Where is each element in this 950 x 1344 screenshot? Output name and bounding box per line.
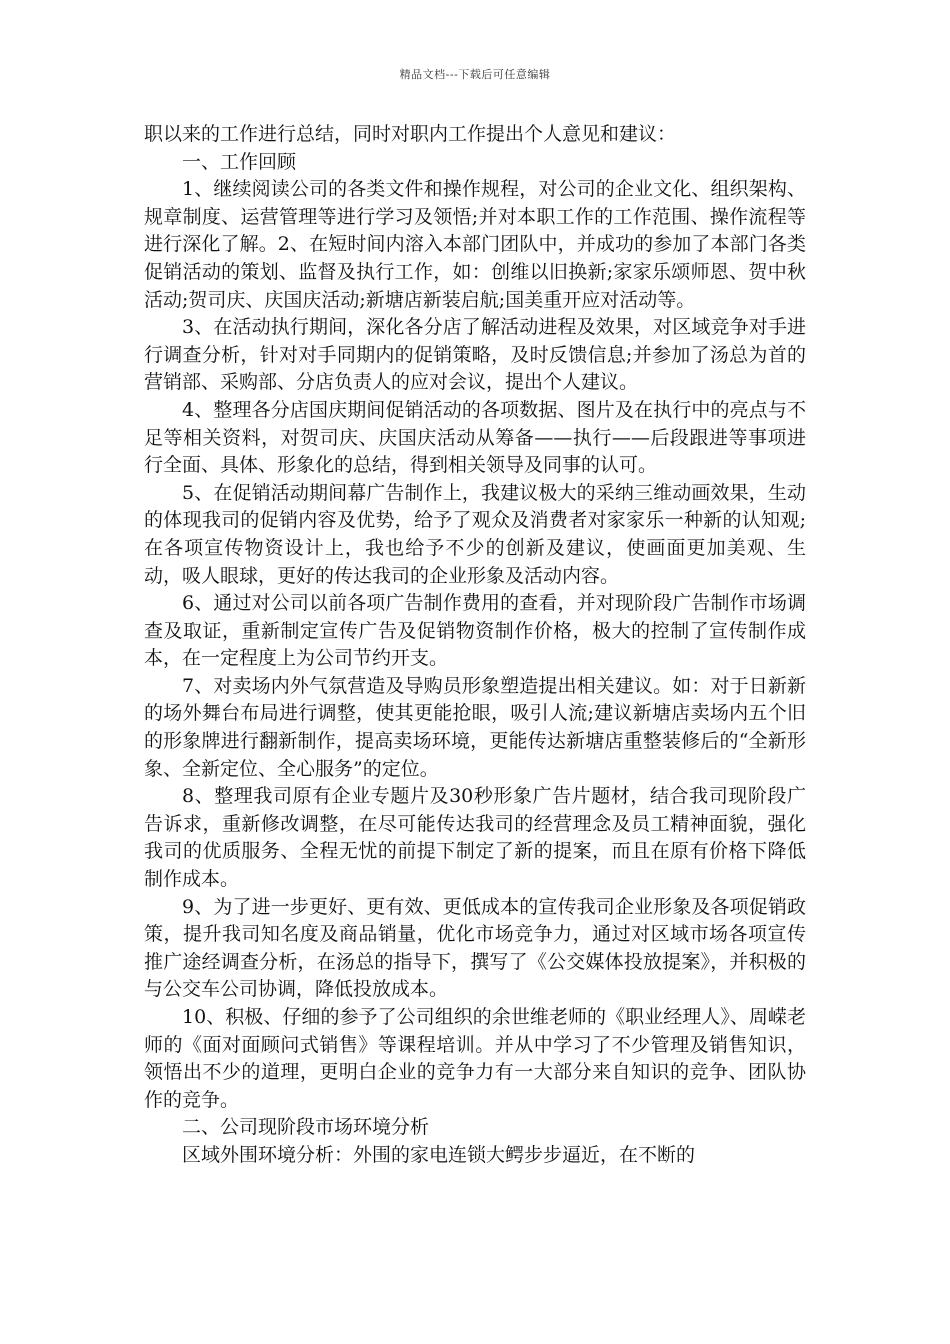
paragraph: 4、整理各分店国庆期间促销活动的各项数据、图片及在执行中的亮点与不足等相关资料，对贺司庆、庆国庆活动从筹备——执行——后段跟进等事项进行全面、具体、形象化的总结，得到相关领导及同事的认可。 xyxy=(144,398,806,477)
paragraph: 7、对卖场内外气氛营造及导购员形象塑造提出相关建议。如：对于日新新的场外舞台布局进行调整，使其更能抢眼，吸引人流;建议新塘店卖场内五个旧的形象牌进行翻新制作，提高卖场环境，更能传达新塘店重整装修后的“全新形象、全新定位、全心服务”的定位。 xyxy=(144,674,806,780)
paragraph: 8、整理我司原有企业专题片及30秒形象广告片题材，结合我司现阶段广告诉求，重新修改调整，在尽可能传达我司的经营理念及员工精神面貌，强化我司的优质服务、全程无忧的前提下制定了新的提案，而且在原有价格下降低制作成本。 xyxy=(144,785,806,891)
paragraph: 3、在活动执行期间，深化各分店了解活动进程及效果，对区域竞争对手进行调查分析，针对对手同期内的促销策略，及时反馈信息;并参加了汤总为首的营销部、采购部、分店负责人的应对会议，提出个人建议。 xyxy=(144,316,806,394)
section-heading: 二、公司现阶段市场环境分析 xyxy=(182,1116,430,1139)
paragraph: 5、在促销活动期间幕广告制作上，我建议极大的采纳三维动画效果，生动的体现我司的促销内容及优势，给予了观众及消费者对家家乐一种新的认知观;在各项宣传物资设计上，我也给予不少的创新及建议，使画面更加美观、生动，吸人眼球，更好的传达我司的企业形象及活动内容。 xyxy=(144,481,806,587)
section-heading: 一、工作回顾 xyxy=(182,150,297,173)
paragraph: 9、为了进一步更好、更有效、更低成本的宣传我司企业形象及各项促销政策，提升我司知名度及商品销量，优化市场竞争力，通过对区域市场各项宣传推广途经调查分析，在汤总的指导下，撰写了《公交媒体投放提案》，并积极的与公交车公司协调，降低投放成本。 xyxy=(144,895,806,1001)
paragraph: 10、积极、仔细的参予了公司组织的余世维老师的《职业经理人》、周嵘老师的《面对面顾问式销售》等课程培训。并从中学习了不少管理及销售知识，领悟出不少的道理，更明白企业的竞争力有一大部分来自知识的竞争、团队协作的竞争。 xyxy=(144,1006,806,1111)
paragraph: 1、继续阅读公司的各类文件和操作规程，对公司的企业文化、组织架构、规章制度、运营管理等进行学习及领悟;并对本职工作的工作范围、操作流程等进行深化了解。2、在短时间内溶入本部门团队中，并成功的参加了本部门各类促销活动的策划、监督及执行工作，如：创维以旧换新;家家乐颂师恩、贺中秋活动;贺司庆、庆国庆活动;新塘店新装启航;国美重开应对活动等。 xyxy=(144,178,806,311)
paragraph: 区域外围环境分析：外围的家电连锁大鳄步步逼近，在不断的 xyxy=(182,1143,696,1166)
paragraph: 6、通过对公司以前各项广告制作费用的查看，并对现阶段广告制作市场调查及取证，重新制定宣传广告及促销物资制作价格，极大的控制了宣传制作成本，在一定程度上为公司节约开支。 xyxy=(144,592,806,670)
document-body xyxy=(144,121,806,1170)
paragraph: 职以来的工作进行总结，同时对职内工作提出个人意见和建议： xyxy=(144,123,677,145)
page-header: 精品文档---下载后可任意编辑 xyxy=(399,68,551,81)
